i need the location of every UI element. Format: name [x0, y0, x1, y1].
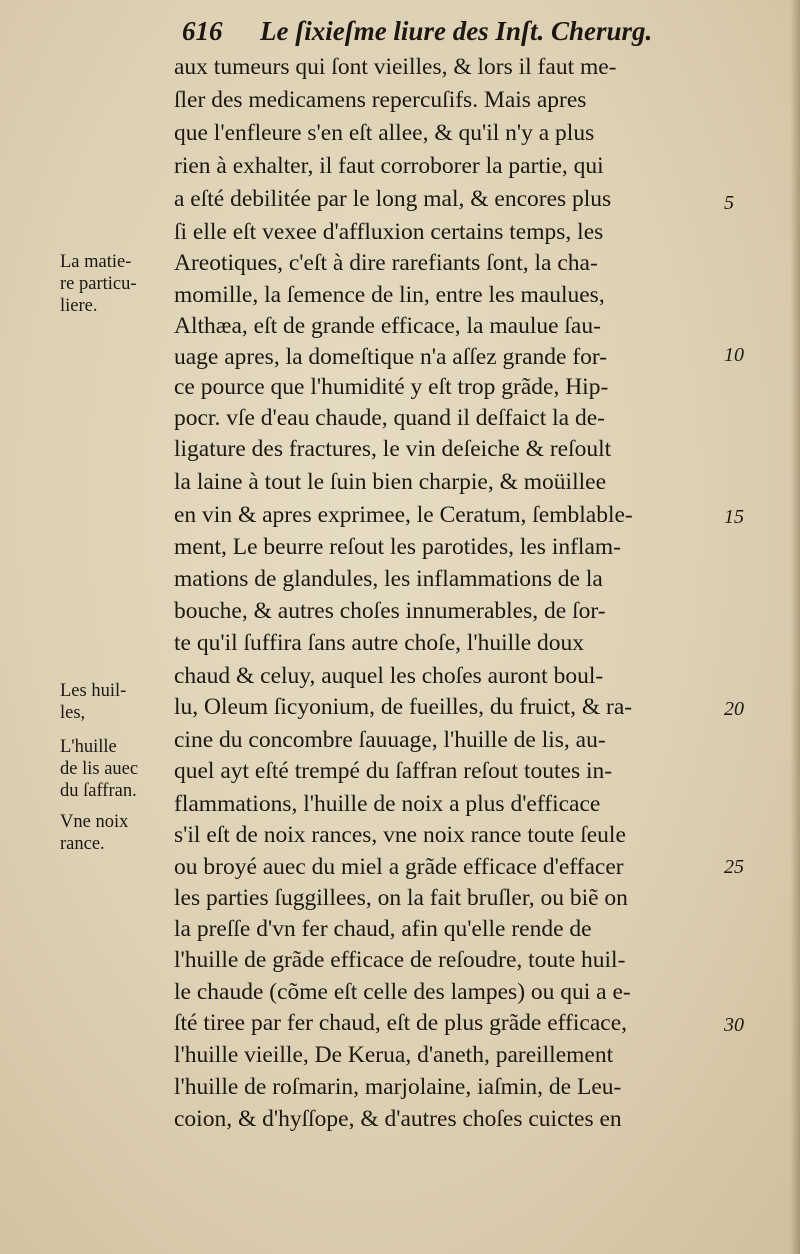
text-line: que l'enfleure s'en eſt allee, & qu'il n'y a plus — [174, 120, 595, 146]
text-line: l'huille vieille, De Kerua, d'aneth, pareillement — [174, 1042, 614, 1068]
line-number: 5 — [724, 192, 734, 214]
text-line: ſté tiree par fer chaud, eſt de plus grãde efficace, — [174, 1010, 627, 1036]
text-line: quel ayt eſté trempé du ſaffran reſout toutes in- — [174, 758, 613, 784]
text-line: cine du concombre ſauuage, l'huille de lis, au- — [174, 727, 606, 753]
text-line: l'huille de roſmarin, marjolaine, iaſmin, de Leu- — [174, 1074, 622, 1100]
page-number: 616 — [182, 16, 223, 46]
line-number: 15 — [724, 506, 744, 528]
text-line: ſi elle eſt vexee d'affluxion certains temps, les — [174, 219, 604, 245]
line-number: 25 — [724, 856, 744, 878]
margin-note-line: L'huille — [60, 737, 117, 757]
text-line: lu, Oleum ſicyonium, de fueilles, du fruict, & ra- — [174, 694, 633, 720]
margin-note-line: du ſaffran. — [60, 781, 137, 801]
text-line: uage apres, la domeſtique n'a aſſez grande for- — [174, 344, 608, 370]
text-line: pocr. vſe d'eau chaude, quand il deſfaict la de- — [174, 405, 605, 431]
line-number: 20 — [724, 698, 744, 720]
margin-note — [60, 680, 172, 724]
text-line: bouche, & autres choſes innumerables, de ſor- — [174, 598, 606, 624]
margin-note — [60, 251, 172, 317]
text-line: ligature des fractures, le vin deſeiche & reſoult — [174, 436, 612, 462]
text-line: s'il eſt de noix rances, vne noix rance toute ſeule — [174, 822, 626, 848]
running-title: Le ſixieſme liure des Inſt. Cherurg. — [260, 16, 653, 46]
margin-note-line: de lis auec — [60, 759, 139, 779]
text-line: mations de glandules, les inflammations de la — [174, 566, 603, 592]
text-line: ce pource que l'humidité y eſt trop grãde, Hip- — [174, 374, 609, 400]
line-number: 10 — [724, 344, 744, 366]
text-line: la laine à tout le ſuin bien charpie, & moüillee — [174, 469, 606, 495]
margin-note-line: re particu- — [60, 274, 137, 294]
margin-note-line: les, — [60, 703, 86, 723]
margin-note-line: liere. — [60, 296, 98, 316]
margin-note-line: Les huil- — [60, 681, 127, 701]
text-line: l'huille de grãde efficace de reſoudre, toute huil- — [174, 947, 626, 973]
text-line: rien à exhalter, il faut corroborer la partie, qui — [174, 153, 604, 179]
margin-note-line: Vne noix — [60, 812, 129, 832]
text-line: Althæa, eſt de grande efficace, la maulue ſau- — [174, 313, 601, 339]
line-number: 30 — [724, 1014, 744, 1036]
text-line: aux tumeurs qui ſont vieilles, & lors il faut me- — [174, 54, 617, 80]
text-line: chaud & celuy, auquel les choſes auront boul- — [174, 663, 604, 689]
text-line: les parties ſuggillees, on la fait bruſler, ou biẽ on — [174, 885, 628, 911]
text-line: flammations, l'huille de noix a plus d'efficace — [174, 791, 601, 817]
text-line: ou broyé auec du miel a grãde efficace d'effacer — [174, 854, 624, 880]
text-line: en vin & apres exprimee, le Ceratum, ſemblable- — [174, 502, 633, 528]
text-line: a eſté debilitée par le long mal, & encores plus — [174, 186, 612, 212]
text-line: ment, Le beurre reſout les parotides, les inflam- — [174, 534, 621, 560]
margin-note-line: rance. — [60, 834, 105, 854]
margin-note-line: La matie- — [60, 252, 132, 272]
margin-note — [60, 811, 172, 855]
text-line: Areotiques, c'eſt à dire rarefiants ſont, la cha- — [174, 250, 598, 276]
margin-note — [60, 736, 172, 802]
page-edge-shadow — [790, 0, 800, 1254]
text-line: la preſſe d'vn fer chaud, afin qu'elle rende de — [174, 916, 592, 942]
text-line: ſler des medicamens repercuſifs. Mais apres — [174, 87, 587, 113]
text-line: te qu'il ſuffira ſans autre choſe, l'huille doux — [174, 630, 585, 656]
text-line: coion, & d'hyſſope, & d'autres choſes cuictes en — [174, 1106, 622, 1132]
text-line: momille, la ſemence de lin, entre les maulues, — [174, 282, 605, 308]
text-line: le chaude (cõme eſt celle des lampes) ou qui a e- — [174, 979, 631, 1005]
